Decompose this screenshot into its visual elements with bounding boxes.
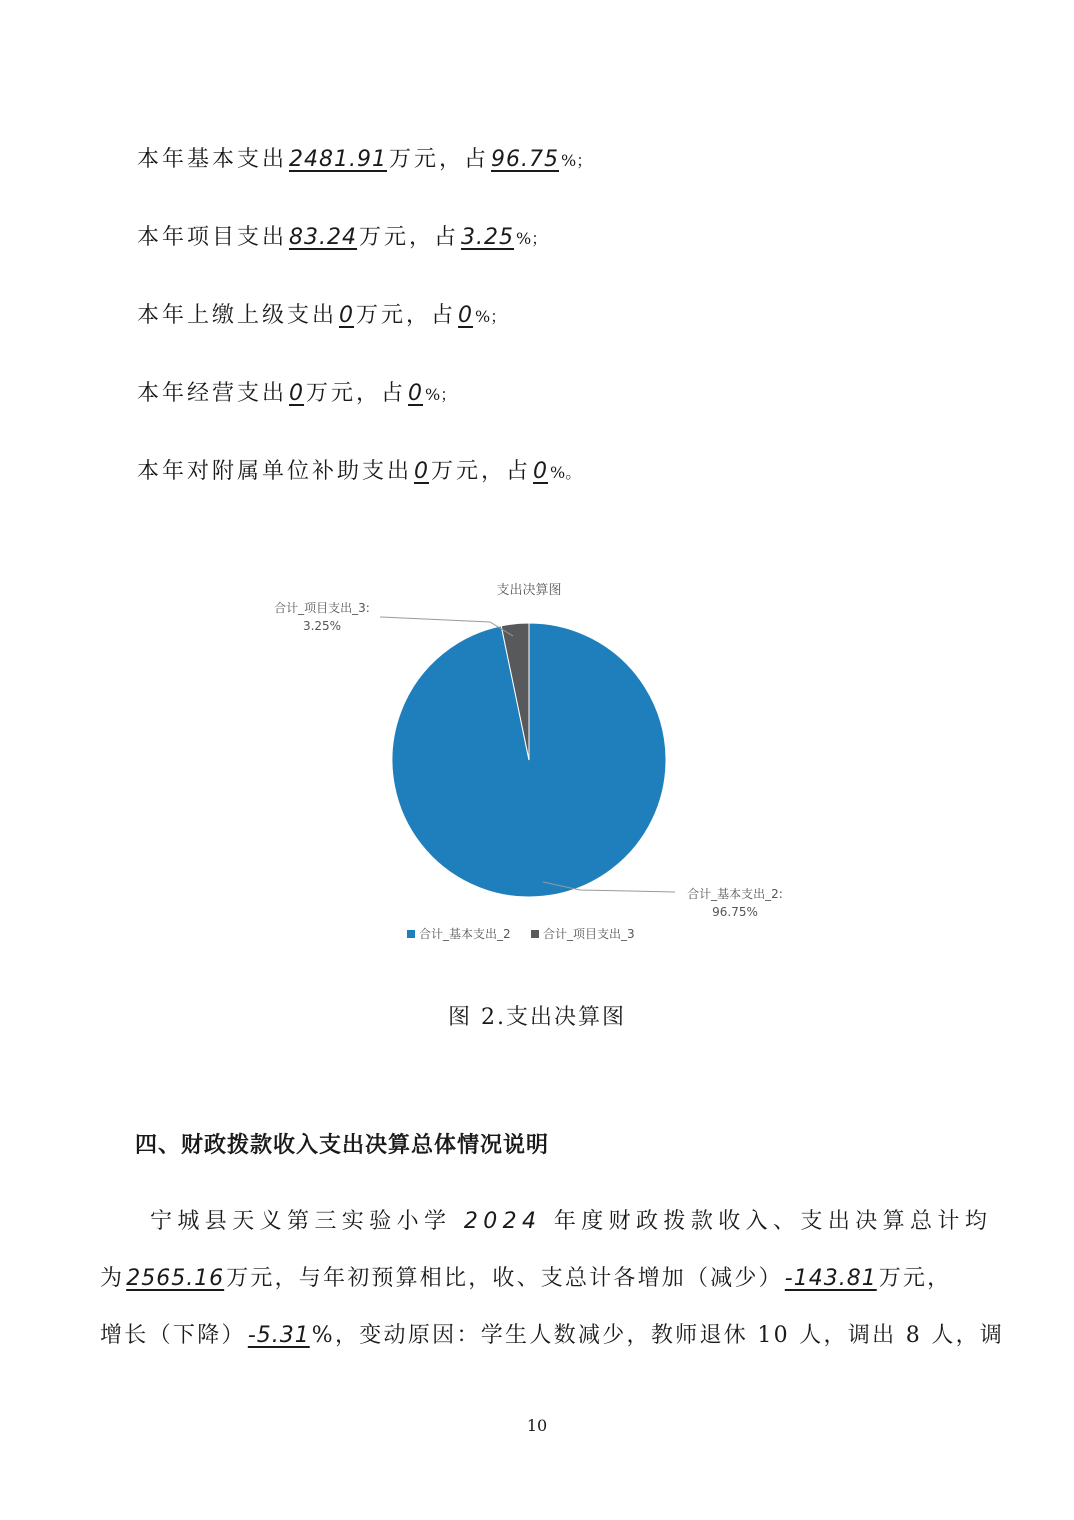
line-unit: 万元，占: [389, 147, 490, 172]
slice-pct-basic: 96.75%: [712, 905, 758, 919]
percent-suffix: %；: [475, 307, 507, 326]
expense-line-operating: [137, 379, 456, 410]
expense-line-upper: [137, 301, 506, 332]
percent-value: 96.75: [491, 147, 559, 172]
change-value: -143.81: [784, 1266, 877, 1291]
page-number: 10: [526, 1416, 548, 1435]
legend-swatch-basic: [407, 930, 415, 938]
percent-suffix: %；: [561, 151, 593, 170]
expense-line-subsidy: [137, 457, 581, 488]
para-text: 万元，: [878, 1266, 952, 1291]
expense-line-project: [137, 223, 547, 254]
figure-caption: 图 2.支出决算图: [448, 1005, 626, 1030]
school-name: 宁城县天义第三实验小学: [150, 1209, 452, 1234]
line-label: 本年对附属单位补助支出: [137, 459, 413, 484]
expense-line-basic: [137, 145, 592, 176]
line-label: 本年基本支出: [137, 147, 288, 172]
expense-pie-chart: [230, 570, 830, 950]
amount-value: 0: [289, 381, 305, 406]
percent-value: 3.25: [461, 225, 514, 250]
percent-suffix: %。: [550, 463, 582, 482]
amount-value: 2481.91: [289, 147, 387, 172]
para-text: 年度财政拨款收入、支出决算总计均: [553, 1209, 993, 1234]
line-label: 本年经营支出: [137, 381, 288, 406]
line-unit: 万元，占: [306, 381, 407, 406]
para-text: 增长（下降）: [100, 1323, 246, 1348]
legend-swatch-project: [531, 930, 539, 938]
slice-pct-project: 3.25%: [302, 619, 342, 633]
line-unit: 万元，占: [431, 459, 532, 484]
slice-label-basic: 合计_基本支出_2:: [687, 887, 783, 901]
amount-value: 83.24: [289, 225, 357, 250]
year-value: 2024: [463, 1209, 542, 1234]
chart-title: 支出决算图: [496, 583, 562, 598]
line-label: 本年上缴上级支出: [137, 303, 338, 328]
amount-value: 0: [339, 303, 355, 328]
paragraph-line-1: [100, 1207, 993, 1237]
total-value: 2565.16: [126, 1266, 225, 1291]
percent-suffix: %；: [425, 385, 457, 404]
slice-label-project: 合计_项目支出_3:: [274, 601, 370, 615]
paragraph-line-2: [100, 1264, 980, 1294]
percent-value: 0: [533, 459, 549, 484]
amount-value: 0: [414, 459, 430, 484]
paragraph-line-3: [100, 1321, 1005, 1351]
pie-slices: [392, 623, 666, 897]
rate-value: -5.31: [247, 1323, 310, 1348]
line-label: 本年项目支出: [137, 225, 288, 250]
legend-label-project: 合计_项目支出_3: [543, 927, 635, 941]
para-text: %，变动原因：学生人数减少，教师退休 10 人，调出 8 人，调: [311, 1323, 1005, 1348]
percent-value: 0: [408, 381, 424, 406]
para-text: 为: [100, 1266, 125, 1291]
para-text: 万元，与年初预算相比，收、支总计各增加（减少）: [226, 1266, 783, 1291]
line-unit: 万元，占: [356, 303, 457, 328]
percent-suffix: %；: [516, 229, 548, 248]
legend-label-basic: 合计_基本支出_2: [419, 927, 511, 941]
section-heading: 四、财政拨款收入支出决算总体情况说明: [135, 1133, 550, 1158]
line-unit: 万元，占: [359, 225, 460, 250]
percent-value: 0: [458, 303, 474, 328]
